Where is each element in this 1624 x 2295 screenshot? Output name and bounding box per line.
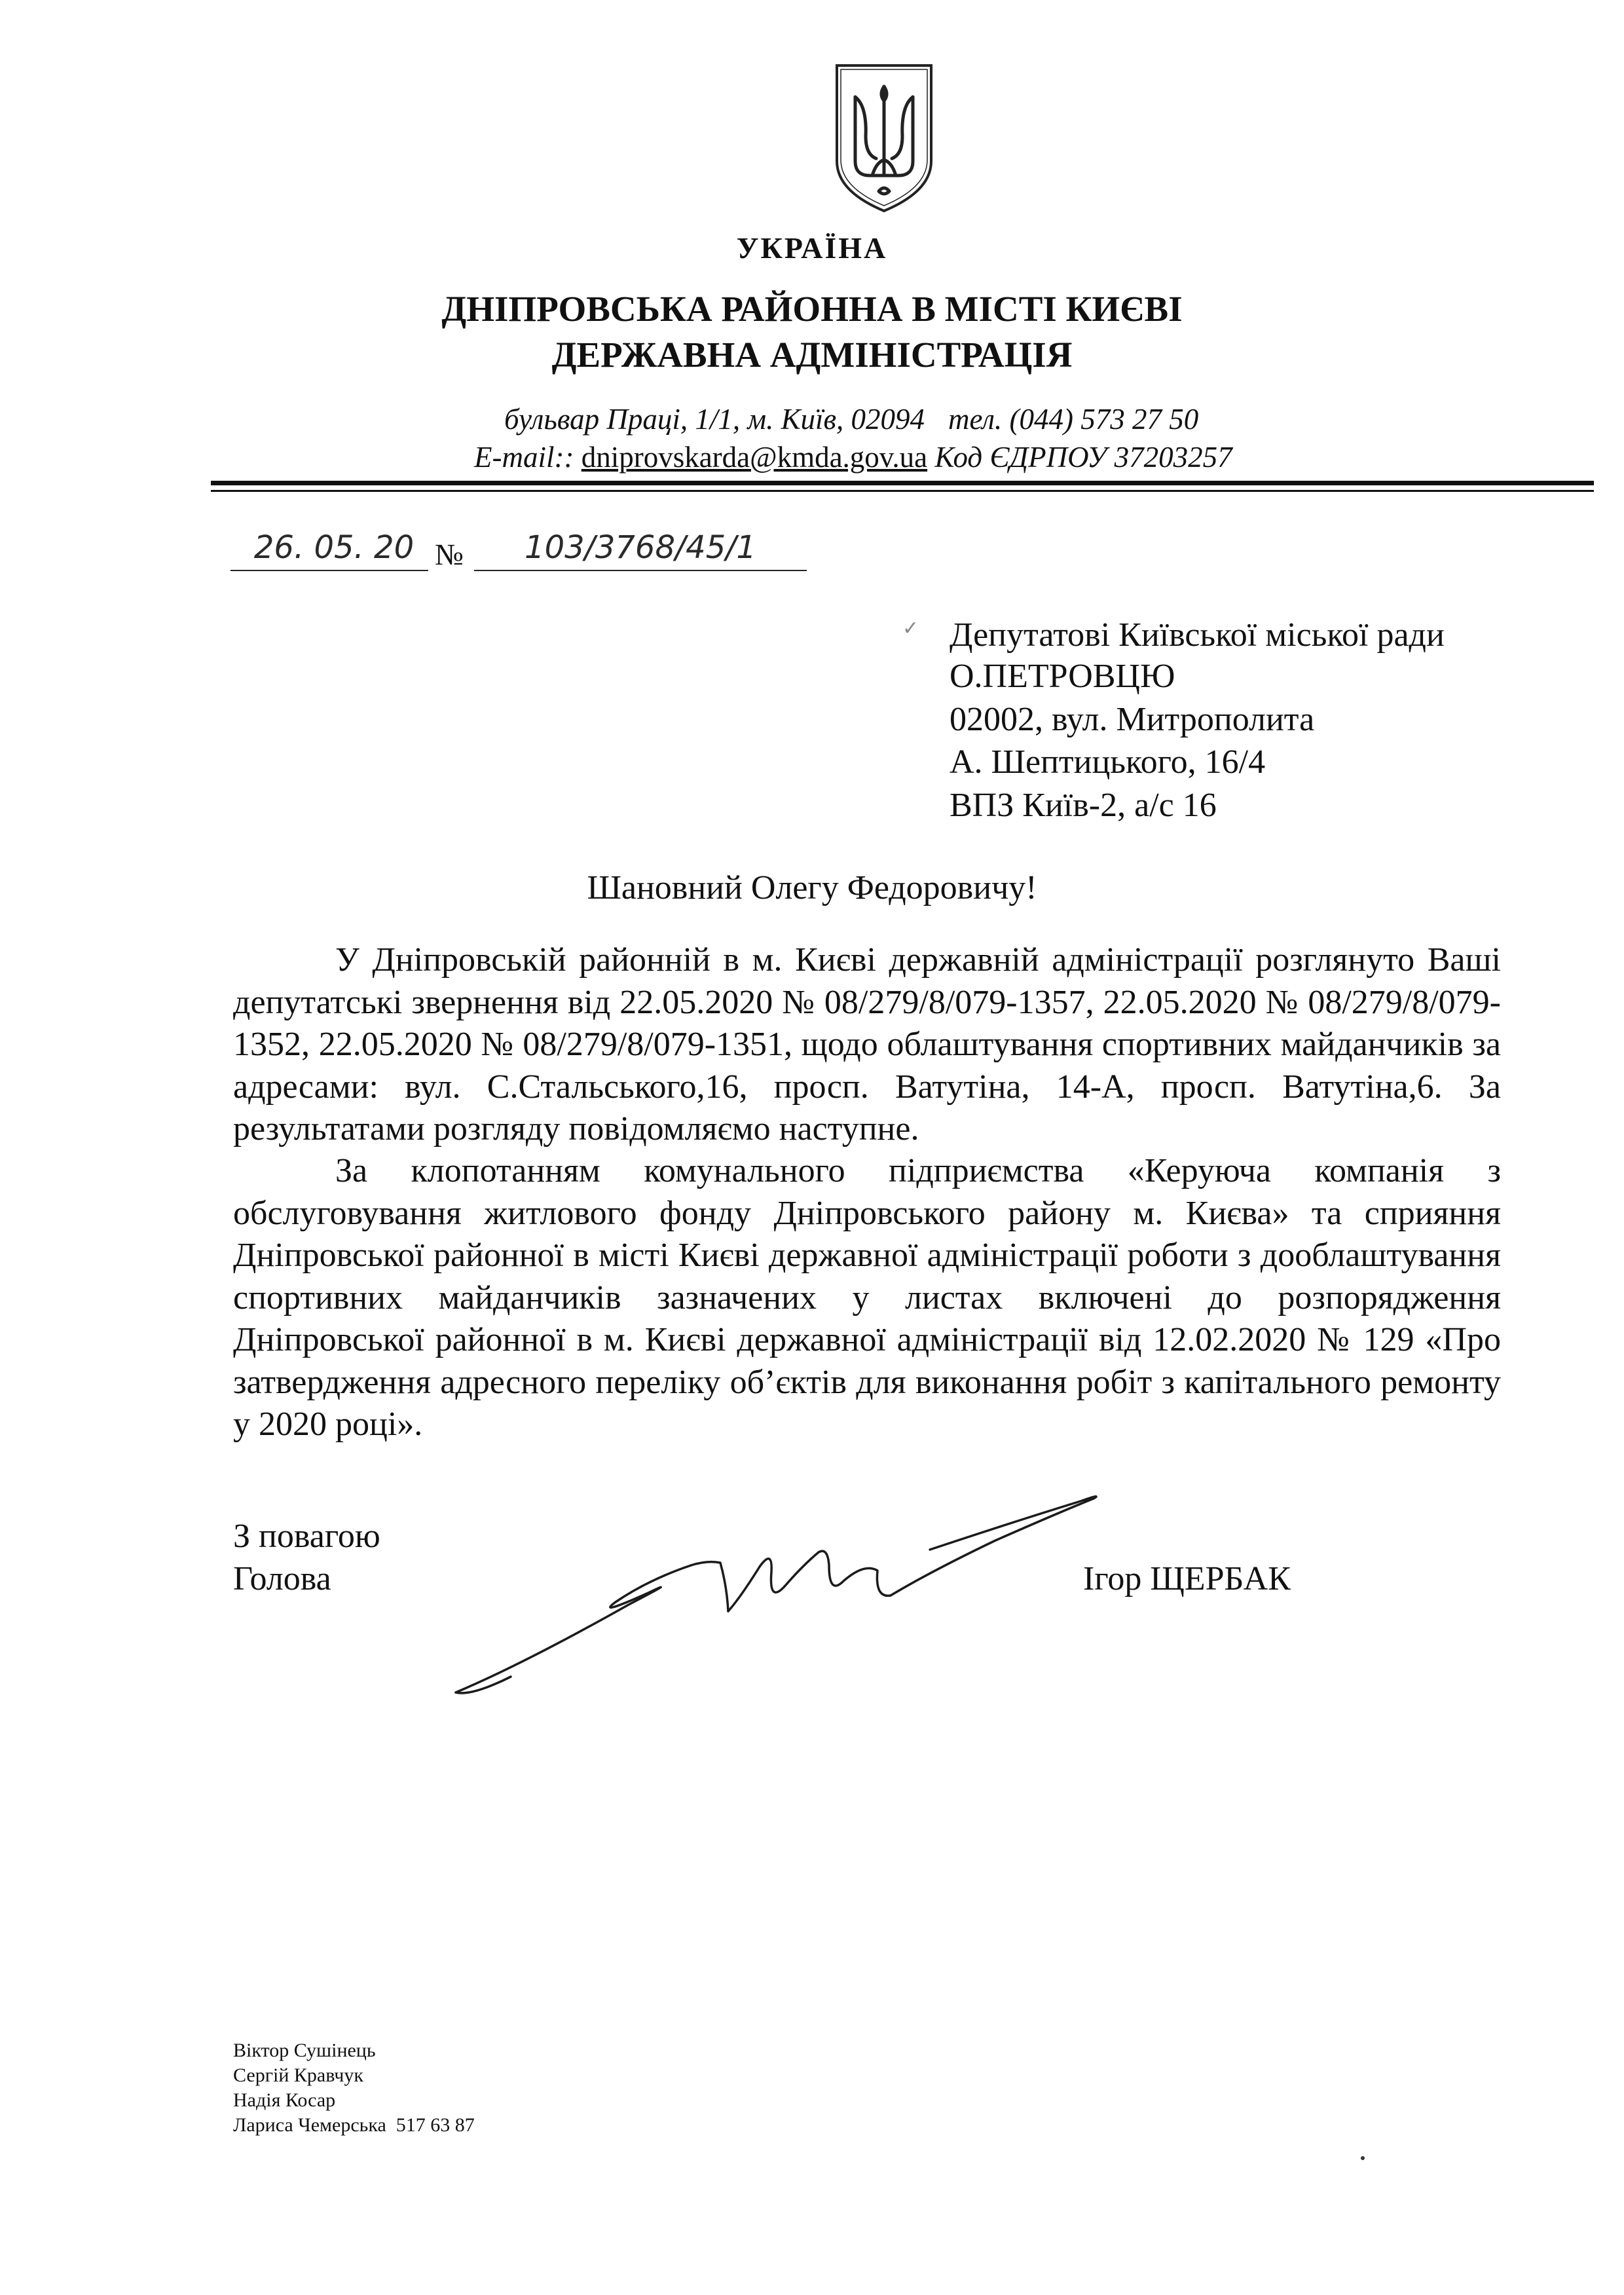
email-link[interactable]: dniprovskarda@kmda.gov.ua (581, 441, 928, 474)
recipient-line: Депутатові Київської міської ради (950, 616, 1445, 654)
org-address: бульвар Праці, 1/1, м. Київ, 02094 (504, 403, 925, 436)
executors-list (233, 2038, 475, 2138)
body-paragraph: У Дніпровській районній в м. Києві державній адміністрації розглянуто Ваші депутатські звернення від 22.05.2020 № 08/279/8/079-1357, 22.05.2020 № 08/279/8/079-1352, 22.05.2020 № 08/279/8/079-1351, щодо облаштування спортивних майданчиків за адресами: вул. С.Стальського,16, просп. Ватутіна, 14-А, просп. Ватутіна,6. За результатами розгляду повідомляємо наступне. (233, 941, 1501, 1148)
coat-of-arms-icon (833, 63, 935, 214)
registration-number: 103/3768/45/1 (525, 529, 756, 566)
registration-date-underline (231, 570, 428, 571)
email-label: E-mail:: (474, 441, 574, 474)
executor-line: Сергій Кравчук (233, 2064, 363, 2086)
registration-number-label: № (435, 538, 464, 571)
executor-line: Лариса Чемерська 517 63 87 (233, 2114, 475, 2136)
organization-title-line2: ДЕРЖАВНА АДМІНІСТРАЦІЯ (551, 335, 1073, 375)
edrpou-code: Код ЄДРПОУ 37203257 (934, 441, 1232, 474)
registration-number-underline (474, 570, 807, 571)
header-divider-thick (211, 481, 1594, 485)
salutation: Шановний Олегу Федоровичу! (587, 869, 1037, 906)
executor-line: Надія Косар (233, 2089, 336, 2111)
recipient-line: О.ПЕТРОВЦЮ (950, 658, 1175, 695)
registration-date: 26. 05. 20 (253, 529, 415, 566)
recipient-line: 02002, вул. Митрополита (950, 701, 1315, 738)
body-paragraph: За клопотанням комунального підприємства «Керуюча компанія з обслуговування житлового фонду Дніпровського району м. Києва» та сприяння Дніпровської районної в місті Києві державної адміністрації роботи з дооблаштування спортивних майданчиків зазначених у листах включені до розпорядження Дніпровської районної в м. Києві державної адміністрації від 12.02.2020 № 129 «Про затвердження адресного переліку об’єктів для виконання робіт з капітального ремонту у 2020 році». (233, 1152, 1501, 1443)
org-phone: тел. (044) 573 27 50 (948, 403, 1199, 436)
check-mark-icon: ✓ (902, 618, 919, 639)
signature-icon (432, 1467, 1113, 1716)
header-divider-thin (211, 490, 1594, 492)
executor-line: Віктор Сушінець (233, 2040, 376, 2061)
contact-line-email (474, 440, 1232, 474)
recipient-line: ВПЗ Київ-2, а/с 16 (950, 787, 1217, 824)
signer-name: Ігор ЩЕРБАК (1083, 1560, 1291, 1597)
page-dot (1361, 2156, 1365, 2160)
closing-phrase: З повагою (233, 1518, 380, 1555)
country-title: УКРАЇНА (736, 231, 888, 265)
organization-title-line1: ДНІПРОВСЬКА РАЙОННА В МІСТІ КИЄВІ (441, 289, 1183, 329)
recipient-line: А. Шептицького, 16/4 (950, 743, 1266, 781)
signer-position: Голова (233, 1560, 331, 1597)
contact-line-address (504, 402, 1198, 436)
